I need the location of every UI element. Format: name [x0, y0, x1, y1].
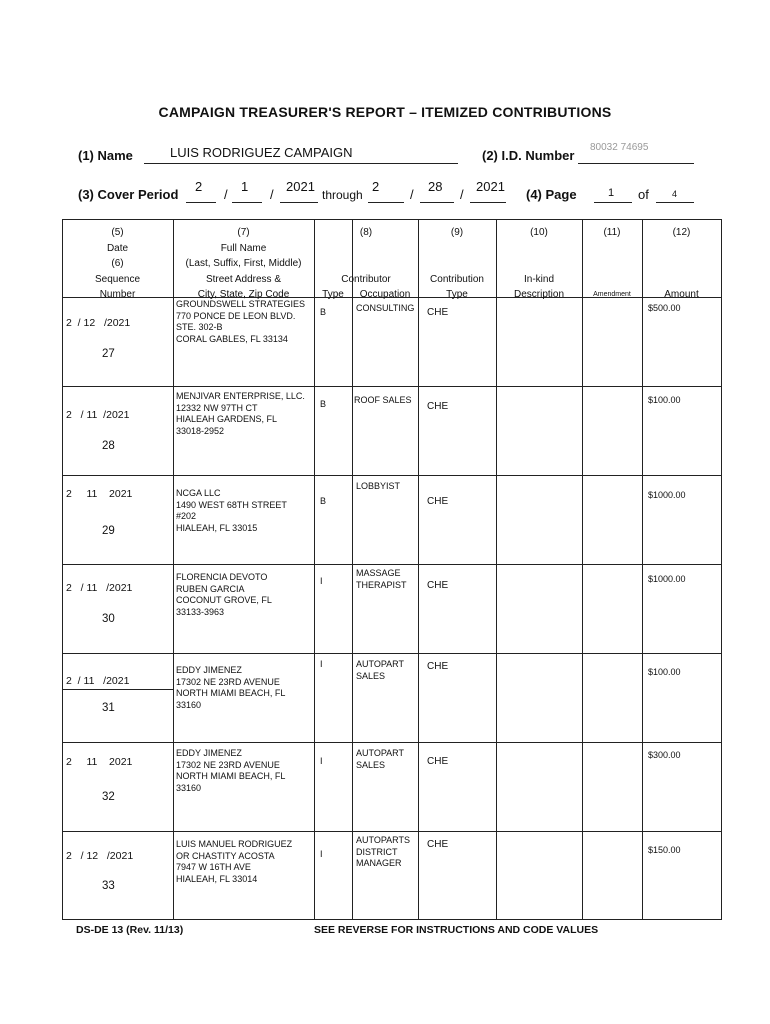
row-contribution-type: CHE: [427, 401, 449, 412]
row-contribution-type: CHE: [427, 496, 449, 507]
header-type: Type: [322, 289, 344, 300]
cover-to-year: 2021: [476, 179, 505, 194]
cover-period-label: (3) Cover Period: [78, 187, 179, 202]
row-amount: $100.00: [648, 667, 681, 677]
header-date-sequence: (5) Date (6) Sequence Number: [94, 227, 141, 300]
row-contributor-address: GROUNDSWELL STRATEGIES 770 PONCE DE LEON BLVD. STE. 302-B CORAL GABLES, FL 33134: [176, 299, 306, 344]
header-occupation: Occupation: [359, 289, 411, 300]
cover-from-year: 2021: [286, 179, 315, 194]
cover-from-month: 2: [195, 179, 203, 194]
row-sequence: 33: [102, 880, 115, 892]
row-contribution-type: CHE: [427, 756, 449, 767]
row-contributor-type: I: [320, 576, 323, 586]
row-date: 2 / 12 /2021: [66, 850, 134, 862]
row-contributor-type: B: [320, 399, 327, 409]
form-number: DS-DE 13 (Rev. 11/13): [76, 924, 184, 936]
row-amount: $100.00: [648, 395, 681, 405]
row-sequence: 32: [102, 791, 115, 803]
header-contributor: (8) Contributor: [341, 227, 391, 285]
row-sequence: 31: [102, 702, 115, 714]
row-amount: $150.00: [648, 845, 681, 855]
row-date: 2 / 11 /2021: [66, 582, 133, 594]
page-title: CAMPAIGN TREASURER'S REPORT – ITEMIZED CONTRIBUTIONS: [158, 104, 612, 120]
id-label: (2) I.D. Number: [482, 148, 575, 163]
row-contributor-address: EDDY JIMENEZ 17302 NE 23RD AVENUE NORTH MIAMI BEACH, FL 33160: [176, 665, 286, 710]
row-date: 2 11 2021: [66, 756, 133, 768]
row-date: 2 / 11 /2021: [66, 675, 130, 687]
row-sequence: 28: [102, 440, 115, 452]
row-contribution-type: CHE: [427, 580, 449, 591]
row-contributor-type: B: [320, 496, 327, 506]
row-amount: $1000.00: [648, 574, 686, 584]
cover-to-month: 2: [372, 179, 380, 194]
page-number: 1: [608, 187, 615, 199]
row-occupation: ROOF SALES: [354, 395, 412, 405]
row-date: 2 / 11 /2021: [66, 409, 130, 421]
row-contribution-type: CHE: [427, 839, 449, 850]
through-label: through: [322, 188, 363, 202]
row-amount: $500.00: [648, 303, 681, 313]
row-date: 2 / 12 /2021: [66, 317, 131, 329]
row-amount: $1000.00: [648, 490, 686, 500]
row-occupation: LOBBYIST: [356, 481, 401, 491]
row-occupation: MASSAGE THERAPIST: [356, 568, 407, 590]
cover-to-day: 28: [428, 179, 443, 194]
row-occupation: AUTOPART SALES: [356, 659, 405, 681]
row-contributor-address: LUIS MANUEL RODRIGUEZ OR CHASTITY ACOSTA 7947 W 16TH AVE HIALEAH, FL 33014: [176, 839, 293, 884]
header-amount: (12) Amount: [664, 227, 699, 300]
name-value: LUIS RODRIGUEZ CAMPAIGN: [170, 145, 353, 160]
row-contribution-type: CHE: [427, 307, 449, 318]
header-inkind: (10) In-kind Description: [513, 227, 565, 300]
header-full-name: (7) Full Name (Last, Suffix, First, Middle) Street Address & City, State, Zip Code: [185, 227, 302, 300]
row-contributor-address: MENJIVAR ENTERPRISE, LLC. 12332 NW 97TH CT HIALEAH GARDENS, FL 33018-2952: [176, 391, 305, 436]
row-contributor-address: EDDY JIMENEZ 17302 NE 23RD AVENUE NORTH MIAMI BEACH, FL 33160: [176, 748, 286, 793]
row-occupation: AUTOPART SALES: [356, 748, 405, 770]
of-label: of: [638, 187, 649, 202]
name-label: (1) Name: [78, 148, 133, 163]
row-contributor-address: NCGA LLC 1490 WEST 68TH STREET #202 HIALEAH, FL 33015: [176, 488, 287, 533]
row-sequence: 29: [102, 525, 115, 537]
id-value: 80032 74695: [590, 142, 649, 153]
row-sequence: 27: [102, 348, 115, 360]
contributions-table: [62, 219, 722, 919]
header-amendment: (11) Amendment: [593, 227, 631, 298]
row-date: 2 11 2021: [66, 488, 133, 500]
row-occupation: CONSULTING: [356, 303, 415, 313]
page-label: (4) Page: [526, 187, 577, 202]
row-contributor-address: FLORENCIA DEVOTO RUBEN GARCIA COCONUT GROVE, FL 33133-3963: [176, 572, 272, 617]
row-contributor-type: I: [320, 659, 323, 669]
footer-instructions: SEE REVERSE FOR INSTRUCTIONS AND CODE VALUES: [314, 924, 599, 936]
row-occupation: AUTOPARTS DISTRICT MANAGER: [356, 835, 411, 868]
row-sequence: 30: [102, 613, 115, 625]
row-contribution-type: CHE: [427, 661, 449, 672]
row-contributor-type: B: [320, 307, 327, 317]
row-amount: $300.00: [648, 750, 681, 760]
page-total: 4: [672, 189, 678, 199]
cover-from-day: 1: [241, 179, 249, 194]
header-contribution-type: (9) Contribution Type: [430, 227, 484, 300]
row-contributor-type: I: [320, 756, 323, 766]
row-contributor-type: I: [320, 849, 323, 859]
